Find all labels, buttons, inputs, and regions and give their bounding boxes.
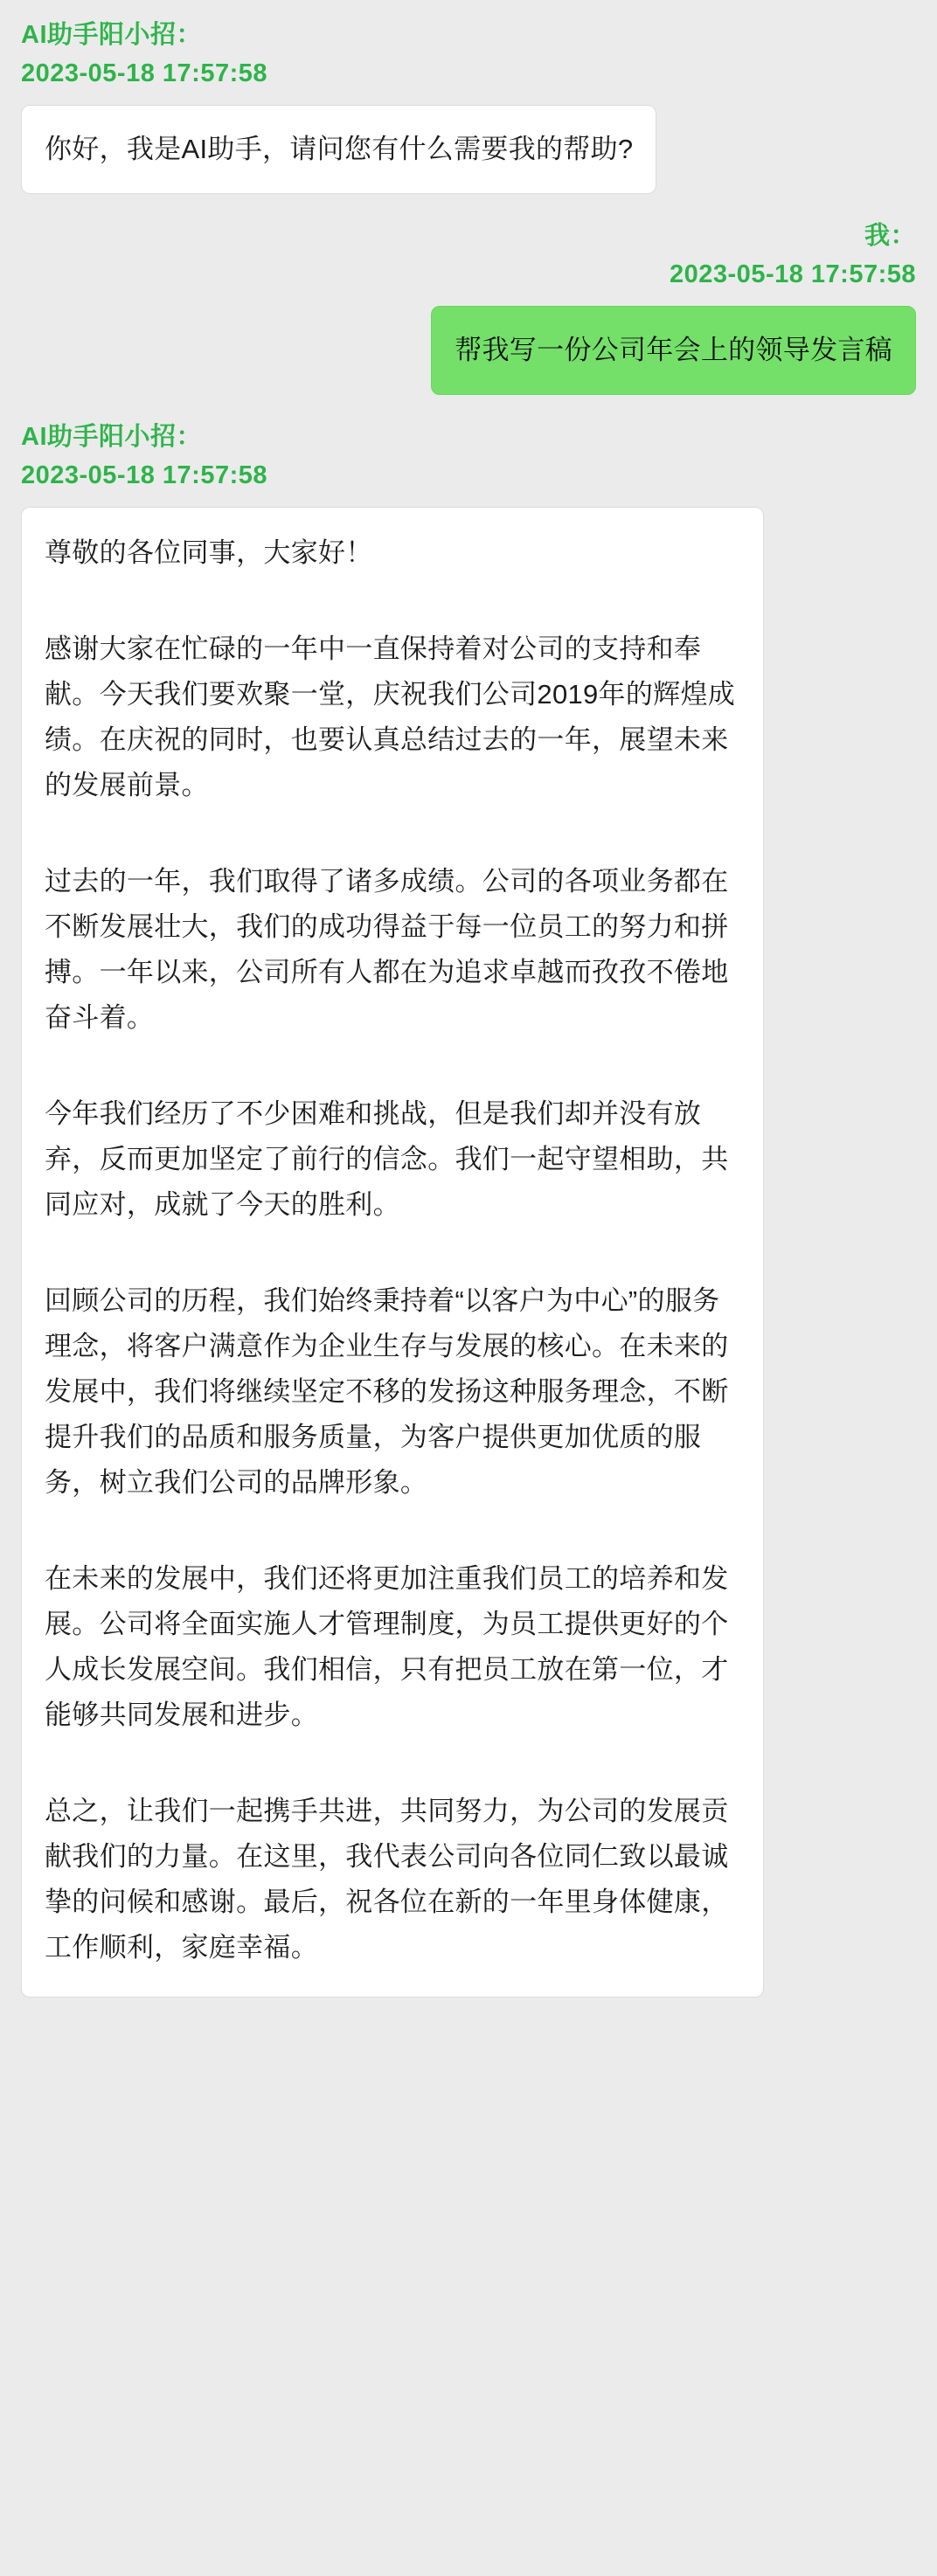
message-timestamp: 2023-05-18 17:57:58 [670, 260, 916, 288]
message-timestamp: 2023-05-18 17:57:58 [21, 59, 267, 87]
message-paragraph: 你好，我是AI助手，请问您有什么需要我的帮助? [45, 134, 634, 164]
message-bubble[interactable] [431, 306, 916, 395]
message-meta [21, 217, 916, 294]
message-meta [21, 16, 916, 93]
message-paragraph: 今年我们经历了不少困难和挑战，但是我们却并没有放弃，反而更加坚定了前行的信念。我们一起守望相助，共同应对，成就了今天的胜利。 [45, 1098, 729, 1220]
sender-name: AI助手阳小招： [21, 423, 203, 451]
message-paragraph: 感谢大家在忙碌的一年中一直保持着对公司的支持和奉献。今天我们要欢聚一堂，庆祝我们公司2019年的辉煌成绩。在庆祝的同时，也要认真总结过去的一年，展望未来的发展前景。 [45, 634, 736, 800]
message-paragraph: 尊敬的各位同事，大家好！ [45, 537, 373, 568]
bubble-row [21, 507, 916, 1998]
message-paragraph: 帮我写一份公司年会上的领导发言稿 [455, 335, 892, 365]
message-user-request [21, 217, 916, 395]
message-paragraph: 回顾公司的历程，我们始终秉持着“以客户为中心”的服务理念，将客户满意作为企业生存与发展的核心。在未来的发展中，我们将继续坚定不移的发扬这种服务理念，不断提升我们的品质和服务质量，为客户提供更加优质的服务，树立我们公司的品牌形象。 [45, 1285, 729, 1498]
message-meta [21, 418, 916, 495]
bubble-row [21, 105, 916, 194]
message-paragraph: 总之，让我们一起携手共进，共同努力，为公司的发展贡献我们的力量。在这里，我代表公司向各位同仁致以最诚挚的问候和感谢。最后，祝各位在新的一年里身体健康，工作顺利，家庭幸福。 [45, 1796, 729, 1963]
bubble-row [21, 306, 916, 395]
sender-name: AI助手阳小招： [21, 21, 203, 49]
message-paragraph: 过去的一年，我们取得了诸多成绩。公司的各项业务都在不断发展壮大，我们的成功得益于每一位员工的努力和拼搏。一年以来，公司所有人都在为追求卓越而孜孜不倦地奋斗着。 [45, 866, 729, 1033]
message-bubble[interactable] [21, 105, 656, 194]
message-timestamp: 2023-05-18 17:57:58 [21, 461, 267, 489]
message-bubble[interactable] [21, 507, 764, 1998]
message-bot-greeting [21, 16, 916, 194]
message-paragraph: 在未来的发展中，我们还将更加注重我们员工的培养和发展。公司将全面实施人才管理制度，为员工提供更好的个人成长发展空间。我们相信，只有把员工放在第一位，才能够共同发展和进步。 [45, 1563, 729, 1730]
sender-name: 我： [864, 222, 916, 250]
message-bot-speech-draft [21, 418, 916, 1998]
